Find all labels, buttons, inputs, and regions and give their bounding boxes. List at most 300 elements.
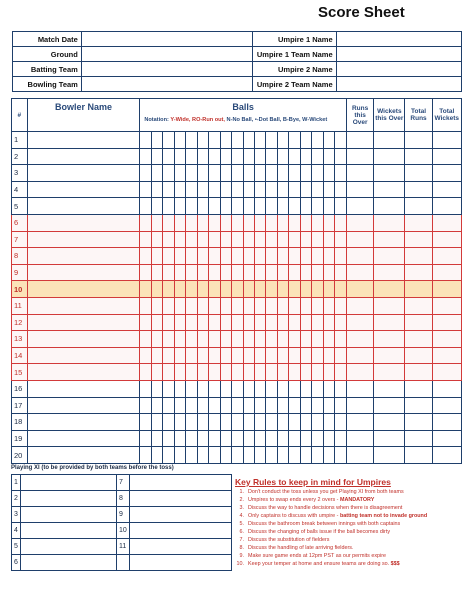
- ball-cell[interactable]: [197, 181, 208, 198]
- ball-cell[interactable]: [255, 281, 266, 298]
- ball-cell[interactable]: [323, 364, 334, 381]
- ball-cell[interactable]: [323, 181, 334, 198]
- ball-cell[interactable]: [163, 297, 174, 314]
- ball-cell[interactable]: [232, 331, 243, 348]
- ball-cell[interactable]: [174, 264, 185, 281]
- ball-cell[interactable]: [140, 314, 151, 331]
- ball-cell[interactable]: [209, 347, 220, 364]
- ball-cell[interactable]: [266, 331, 277, 348]
- ball-cell[interactable]: [174, 132, 185, 149]
- ball-cell[interactable]: [186, 214, 197, 231]
- ball-cell[interactable]: [140, 331, 151, 348]
- ball-cell[interactable]: [220, 281, 231, 298]
- ball-cell[interactable]: [140, 165, 151, 182]
- ball-cell[interactable]: [140, 198, 151, 215]
- bowler-name-cell[interactable]: [27, 214, 140, 231]
- ball-cell[interactable]: [266, 165, 277, 182]
- ball-cell[interactable]: [312, 198, 323, 215]
- ball-cell[interactable]: [197, 364, 208, 381]
- ball-cell[interactable]: [277, 380, 288, 397]
- ball-cell[interactable]: [174, 314, 185, 331]
- ball-cell[interactable]: [140, 347, 151, 364]
- total-wickets-cell[interactable]: [432, 364, 461, 381]
- ball-cell[interactable]: [312, 281, 323, 298]
- ball-cell[interactable]: [312, 314, 323, 331]
- ball-cell[interactable]: [300, 248, 311, 265]
- ball-cell[interactable]: [243, 414, 254, 431]
- bowler-name-cell[interactable]: [27, 281, 140, 298]
- ball-cell[interactable]: [277, 314, 288, 331]
- total-runs-cell[interactable]: [405, 281, 432, 298]
- total-runs-cell[interactable]: [405, 331, 432, 348]
- total-wickets-cell[interactable]: [432, 165, 461, 182]
- total-wickets-cell[interactable]: [432, 132, 461, 149]
- ball-cell[interactable]: [312, 331, 323, 348]
- ball-cell[interactable]: [266, 364, 277, 381]
- ball-cell[interactable]: [312, 364, 323, 381]
- umpire1-name-field[interactable]: [336, 32, 461, 47]
- ball-cell[interactable]: [232, 347, 243, 364]
- ball-cell[interactable]: [163, 148, 174, 165]
- ball-cell[interactable]: [209, 132, 220, 149]
- ball-cell[interactable]: [220, 430, 231, 447]
- ball-cell[interactable]: [335, 198, 347, 215]
- ball-cell[interactable]: [277, 297, 288, 314]
- ball-cell[interactable]: [289, 380, 300, 397]
- ball-cell[interactable]: [220, 132, 231, 149]
- total-wickets-cell[interactable]: [432, 281, 461, 298]
- wickets-over-cell[interactable]: [374, 198, 405, 215]
- ball-cell[interactable]: [255, 181, 266, 198]
- total-wickets-cell[interactable]: [432, 380, 461, 397]
- ball-cell[interactable]: [174, 148, 185, 165]
- ball-cell[interactable]: [151, 181, 162, 198]
- ball-cell[interactable]: [335, 331, 347, 348]
- ball-cell[interactable]: [163, 264, 174, 281]
- ball-cell[interactable]: [312, 165, 323, 182]
- wickets-over-cell[interactable]: [374, 364, 405, 381]
- ball-cell[interactable]: [220, 214, 231, 231]
- ball-cell[interactable]: [277, 447, 288, 464]
- ball-cell[interactable]: [323, 231, 334, 248]
- ball-cell[interactable]: [277, 148, 288, 165]
- ball-cell[interactable]: [289, 264, 300, 281]
- ball-cell[interactable]: [232, 214, 243, 231]
- ball-cell[interactable]: [232, 198, 243, 215]
- ball-cell[interactable]: [209, 380, 220, 397]
- ball-cell[interactable]: [323, 397, 334, 414]
- wickets-over-cell[interactable]: [374, 231, 405, 248]
- bowler-name-cell[interactable]: [27, 447, 140, 464]
- ball-cell[interactable]: [151, 214, 162, 231]
- ball-cell[interactable]: [300, 380, 311, 397]
- ball-cell[interactable]: [255, 198, 266, 215]
- ball-cell[interactable]: [140, 447, 151, 464]
- ball-cell[interactable]: [151, 314, 162, 331]
- ball-cell[interactable]: [266, 347, 277, 364]
- runs-over-cell[interactable]: [347, 397, 374, 414]
- ball-cell[interactable]: [232, 447, 243, 464]
- ball-cell[interactable]: [300, 231, 311, 248]
- ball-cell[interactable]: [277, 264, 288, 281]
- ball-cell[interactable]: [197, 447, 208, 464]
- ball-cell[interactable]: [289, 414, 300, 431]
- ball-cell[interactable]: [243, 214, 254, 231]
- runs-over-cell[interactable]: [347, 198, 374, 215]
- wickets-over-cell[interactable]: [374, 181, 405, 198]
- ball-cell[interactable]: [277, 281, 288, 298]
- ball-cell[interactable]: [197, 347, 208, 364]
- ball-cell[interactable]: [220, 198, 231, 215]
- ball-cell[interactable]: [255, 165, 266, 182]
- player-name-field[interactable]: [21, 507, 117, 523]
- bowler-name-cell[interactable]: [27, 331, 140, 348]
- ball-cell[interactable]: [140, 281, 151, 298]
- ball-cell[interactable]: [289, 181, 300, 198]
- ball-cell[interactable]: [323, 414, 334, 431]
- ball-cell[interactable]: [186, 264, 197, 281]
- ball-cell[interactable]: [335, 231, 347, 248]
- total-wickets-cell[interactable]: [432, 214, 461, 231]
- ball-cell[interactable]: [163, 248, 174, 265]
- bowler-name-cell[interactable]: [27, 198, 140, 215]
- ball-cell[interactable]: [335, 297, 347, 314]
- ball-cell[interactable]: [209, 248, 220, 265]
- ball-cell[interactable]: [163, 447, 174, 464]
- ball-cell[interactable]: [335, 165, 347, 182]
- ball-cell[interactable]: [255, 148, 266, 165]
- ball-cell[interactable]: [243, 198, 254, 215]
- player-name-field[interactable]: [130, 491, 232, 507]
- player-name-field[interactable]: [21, 491, 117, 507]
- batting-team-field[interactable]: [81, 62, 253, 77]
- total-wickets-cell[interactable]: [432, 397, 461, 414]
- ball-cell[interactable]: [232, 297, 243, 314]
- ball-cell[interactable]: [151, 380, 162, 397]
- ball-cell[interactable]: [277, 331, 288, 348]
- ball-cell[interactable]: [266, 447, 277, 464]
- ball-cell[interactable]: [312, 397, 323, 414]
- ball-cell[interactable]: [312, 414, 323, 431]
- ball-cell[interactable]: [186, 181, 197, 198]
- ball-cell[interactable]: [209, 198, 220, 215]
- ball-cell[interactable]: [335, 397, 347, 414]
- ball-cell[interactable]: [255, 331, 266, 348]
- ball-cell[interactable]: [266, 297, 277, 314]
- ball-cell[interactable]: [140, 231, 151, 248]
- bowler-name-cell[interactable]: [27, 397, 140, 414]
- ball-cell[interactable]: [163, 380, 174, 397]
- ball-cell[interactable]: [209, 214, 220, 231]
- ball-cell[interactable]: [197, 380, 208, 397]
- ball-cell[interactable]: [243, 331, 254, 348]
- ball-cell[interactable]: [163, 132, 174, 149]
- ball-cell[interactable]: [266, 231, 277, 248]
- ball-cell[interactable]: [220, 380, 231, 397]
- wickets-over-cell[interactable]: [374, 281, 405, 298]
- ball-cell[interactable]: [197, 430, 208, 447]
- ball-cell[interactable]: [300, 198, 311, 215]
- total-wickets-cell[interactable]: [432, 414, 461, 431]
- bowler-name-cell[interactable]: [27, 148, 140, 165]
- ball-cell[interactable]: [151, 331, 162, 348]
- total-runs-cell[interactable]: [405, 198, 432, 215]
- ball-cell[interactable]: [300, 314, 311, 331]
- ball-cell[interactable]: [300, 181, 311, 198]
- ball-cell[interactable]: [232, 248, 243, 265]
- wickets-over-cell[interactable]: [374, 380, 405, 397]
- ball-cell[interactable]: [232, 231, 243, 248]
- ball-cell[interactable]: [300, 364, 311, 381]
- ball-cell[interactable]: [323, 297, 334, 314]
- bowler-name-cell[interactable]: [27, 181, 140, 198]
- ball-cell[interactable]: [197, 264, 208, 281]
- ball-cell[interactable]: [186, 198, 197, 215]
- ball-cell[interactable]: [243, 281, 254, 298]
- ball-cell[interactable]: [289, 248, 300, 265]
- ball-cell[interactable]: [266, 314, 277, 331]
- ball-cell[interactable]: [300, 132, 311, 149]
- ball-cell[interactable]: [243, 314, 254, 331]
- ball-cell[interactable]: [151, 281, 162, 298]
- ball-cell[interactable]: [140, 148, 151, 165]
- runs-over-cell[interactable]: [347, 347, 374, 364]
- total-wickets-cell[interactable]: [432, 347, 461, 364]
- ball-cell[interactable]: [220, 264, 231, 281]
- ball-cell[interactable]: [186, 430, 197, 447]
- ball-cell[interactable]: [220, 397, 231, 414]
- runs-over-cell[interactable]: [347, 181, 374, 198]
- ball-cell[interactable]: [151, 264, 162, 281]
- wickets-over-cell[interactable]: [374, 347, 405, 364]
- ball-cell[interactable]: [323, 132, 334, 149]
- ball-cell[interactable]: [300, 165, 311, 182]
- ball-cell[interactable]: [312, 297, 323, 314]
- ball-cell[interactable]: [186, 347, 197, 364]
- ball-cell[interactable]: [232, 281, 243, 298]
- ball-cell[interactable]: [174, 397, 185, 414]
- ball-cell[interactable]: [277, 231, 288, 248]
- ball-cell[interactable]: [163, 414, 174, 431]
- ball-cell[interactable]: [197, 331, 208, 348]
- total-runs-cell[interactable]: [405, 447, 432, 464]
- ball-cell[interactable]: [323, 214, 334, 231]
- ball-cell[interactable]: [300, 214, 311, 231]
- bowler-name-cell[interactable]: [27, 297, 140, 314]
- ball-cell[interactable]: [323, 447, 334, 464]
- ball-cell[interactable]: [255, 447, 266, 464]
- ball-cell[interactable]: [197, 248, 208, 265]
- ball-cell[interactable]: [220, 297, 231, 314]
- ball-cell[interactable]: [289, 364, 300, 381]
- ball-cell[interactable]: [335, 447, 347, 464]
- ball-cell[interactable]: [323, 314, 334, 331]
- ball-cell[interactable]: [277, 248, 288, 265]
- ball-cell[interactable]: [174, 430, 185, 447]
- ball-cell[interactable]: [209, 414, 220, 431]
- bowling-team-field[interactable]: [81, 77, 253, 92]
- ball-cell[interactable]: [289, 132, 300, 149]
- wickets-over-cell[interactable]: [374, 148, 405, 165]
- ball-cell[interactable]: [220, 414, 231, 431]
- ball-cell[interactable]: [174, 231, 185, 248]
- ball-cell[interactable]: [174, 447, 185, 464]
- bowler-name-cell[interactable]: [27, 364, 140, 381]
- ball-cell[interactable]: [277, 414, 288, 431]
- ball-cell[interactable]: [232, 264, 243, 281]
- ball-cell[interactable]: [300, 347, 311, 364]
- ball-cell[interactable]: [174, 214, 185, 231]
- ball-cell[interactable]: [277, 198, 288, 215]
- total-runs-cell[interactable]: [405, 148, 432, 165]
- ball-cell[interactable]: [232, 414, 243, 431]
- ball-cell[interactable]: [186, 314, 197, 331]
- ball-cell[interactable]: [323, 281, 334, 298]
- ball-cell[interactable]: [186, 397, 197, 414]
- ground-field[interactable]: [81, 47, 253, 62]
- total-wickets-cell[interactable]: [432, 231, 461, 248]
- ball-cell[interactable]: [255, 132, 266, 149]
- ball-cell[interactable]: [197, 414, 208, 431]
- ball-cell[interactable]: [266, 181, 277, 198]
- ball-cell[interactable]: [151, 447, 162, 464]
- ball-cell[interactable]: [186, 132, 197, 149]
- ball-cell[interactable]: [243, 430, 254, 447]
- ball-cell[interactable]: [151, 165, 162, 182]
- ball-cell[interactable]: [209, 297, 220, 314]
- ball-cell[interactable]: [209, 181, 220, 198]
- total-runs-cell[interactable]: [405, 248, 432, 265]
- ball-cell[interactable]: [151, 297, 162, 314]
- ball-cell[interactable]: [243, 231, 254, 248]
- total-wickets-cell[interactable]: [432, 248, 461, 265]
- ball-cell[interactable]: [151, 430, 162, 447]
- ball-cell[interactable]: [323, 380, 334, 397]
- ball-cell[interactable]: [186, 297, 197, 314]
- ball-cell[interactable]: [186, 331, 197, 348]
- total-runs-cell[interactable]: [405, 264, 432, 281]
- ball-cell[interactable]: [323, 430, 334, 447]
- ball-cell[interactable]: [151, 364, 162, 381]
- ball-cell[interactable]: [300, 430, 311, 447]
- ball-cell[interactable]: [300, 281, 311, 298]
- ball-cell[interactable]: [232, 165, 243, 182]
- ball-cell[interactable]: [266, 380, 277, 397]
- wickets-over-cell[interactable]: [374, 331, 405, 348]
- bowler-name-cell[interactable]: [27, 231, 140, 248]
- total-wickets-cell[interactable]: [432, 148, 461, 165]
- ball-cell[interactable]: [209, 281, 220, 298]
- ball-cell[interactable]: [243, 447, 254, 464]
- total-runs-cell[interactable]: [405, 364, 432, 381]
- ball-cell[interactable]: [255, 414, 266, 431]
- ball-cell[interactable]: [335, 281, 347, 298]
- ball-cell[interactable]: [232, 148, 243, 165]
- ball-cell[interactable]: [323, 248, 334, 265]
- ball-cell[interactable]: [289, 347, 300, 364]
- ball-cell[interactable]: [323, 347, 334, 364]
- ball-cell[interactable]: [266, 397, 277, 414]
- bowler-name-cell[interactable]: [27, 414, 140, 431]
- bowler-name-cell[interactable]: [27, 314, 140, 331]
- ball-cell[interactable]: [186, 248, 197, 265]
- ball-cell[interactable]: [312, 430, 323, 447]
- ball-cell[interactable]: [289, 397, 300, 414]
- ball-cell[interactable]: [151, 397, 162, 414]
- ball-cell[interactable]: [163, 231, 174, 248]
- ball-cell[interactable]: [335, 132, 347, 149]
- runs-over-cell[interactable]: [347, 248, 374, 265]
- ball-cell[interactable]: [255, 430, 266, 447]
- ball-cell[interactable]: [163, 430, 174, 447]
- runs-over-cell[interactable]: [347, 314, 374, 331]
- ball-cell[interactable]: [323, 148, 334, 165]
- ball-cell[interactable]: [163, 314, 174, 331]
- ball-cell[interactable]: [151, 414, 162, 431]
- ball-cell[interactable]: [174, 364, 185, 381]
- runs-over-cell[interactable]: [347, 297, 374, 314]
- ball-cell[interactable]: [277, 165, 288, 182]
- ball-cell[interactable]: [220, 364, 231, 381]
- ball-cell[interactable]: [277, 132, 288, 149]
- total-wickets-cell[interactable]: [432, 297, 461, 314]
- ball-cell[interactable]: [312, 181, 323, 198]
- ball-cell[interactable]: [140, 264, 151, 281]
- ball-cell[interactable]: [255, 248, 266, 265]
- ball-cell[interactable]: [323, 331, 334, 348]
- total-runs-cell[interactable]: [405, 414, 432, 431]
- ball-cell[interactable]: [186, 281, 197, 298]
- ball-cell[interactable]: [323, 198, 334, 215]
- ball-cell[interactable]: [243, 181, 254, 198]
- player-name-field[interactable]: [130, 523, 232, 539]
- ball-cell[interactable]: [163, 181, 174, 198]
- total-wickets-cell[interactable]: [432, 331, 461, 348]
- runs-over-cell[interactable]: [347, 364, 374, 381]
- runs-over-cell[interactable]: [347, 380, 374, 397]
- ball-cell[interactable]: [300, 148, 311, 165]
- ball-cell[interactable]: [151, 132, 162, 149]
- wickets-over-cell[interactable]: [374, 414, 405, 431]
- ball-cell[interactable]: [312, 231, 323, 248]
- ball-cell[interactable]: [151, 198, 162, 215]
- total-runs-cell[interactable]: [405, 397, 432, 414]
- runs-over-cell[interactable]: [347, 165, 374, 182]
- ball-cell[interactable]: [151, 231, 162, 248]
- ball-cell[interactable]: [312, 248, 323, 265]
- total-runs-cell[interactable]: [405, 347, 432, 364]
- ball-cell[interactable]: [209, 231, 220, 248]
- ball-cell[interactable]: [277, 181, 288, 198]
- umpire2-name-field[interactable]: [336, 62, 461, 77]
- ball-cell[interactable]: [174, 297, 185, 314]
- ball-cell[interactable]: [140, 414, 151, 431]
- ball-cell[interactable]: [232, 132, 243, 149]
- ball-cell[interactable]: [312, 447, 323, 464]
- ball-cell[interactable]: [255, 214, 266, 231]
- player-name-field[interactable]: [21, 475, 117, 491]
- ball-cell[interactable]: [197, 148, 208, 165]
- total-wickets-cell[interactable]: [432, 198, 461, 215]
- ball-cell[interactable]: [174, 281, 185, 298]
- ball-cell[interactable]: [300, 397, 311, 414]
- ball-cell[interactable]: [289, 148, 300, 165]
- ball-cell[interactable]: [255, 314, 266, 331]
- ball-cell[interactable]: [289, 447, 300, 464]
- ball-cell[interactable]: [289, 165, 300, 182]
- ball-cell[interactable]: [163, 397, 174, 414]
- bowler-name-cell[interactable]: [27, 264, 140, 281]
